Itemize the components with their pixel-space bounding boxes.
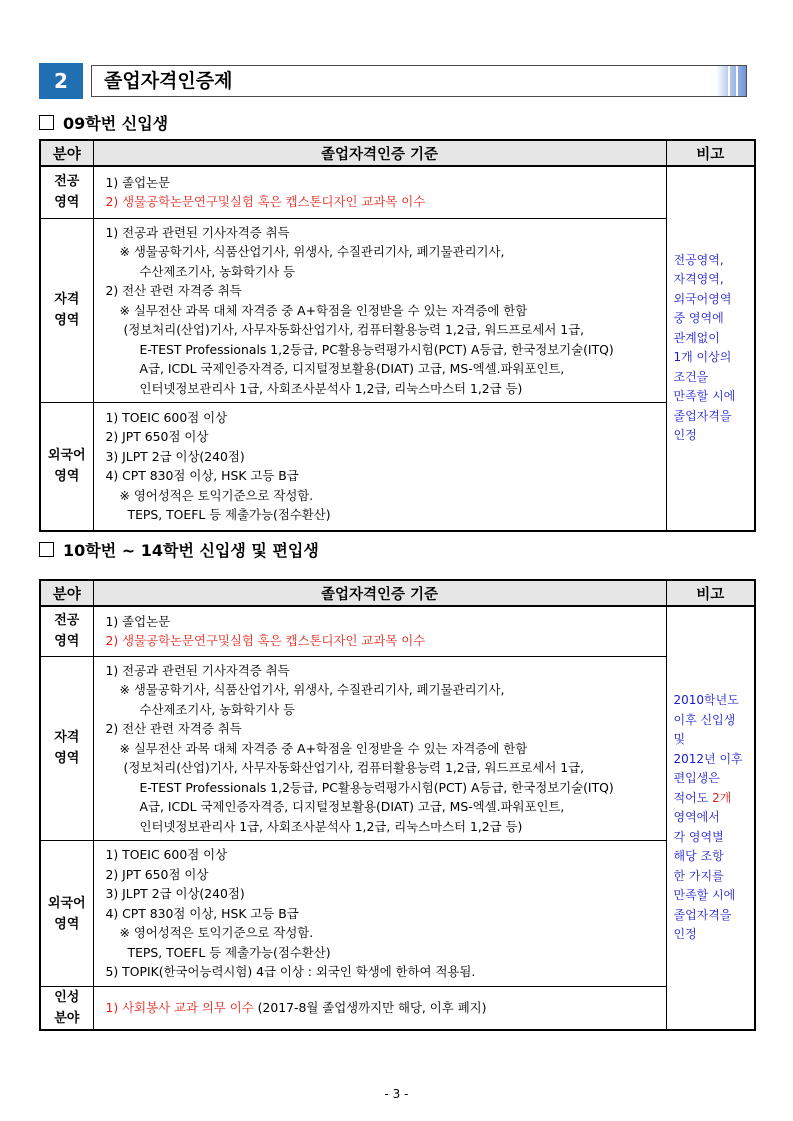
category-label: 영역	[54, 751, 80, 767]
table2-heading	[39, 538, 319, 561]
section-title-decoration	[716, 66, 746, 96]
category-cell	[40, 987, 93, 1031]
criteria-cell	[93, 218, 666, 403]
criteria-text-highlight: 1) 사회봉사 교과 의무 이수	[105, 1000, 254, 1016]
criteria-line: ※ 영어성적은 토익기준으로 작성함.	[119, 925, 314, 941]
category-cell	[40, 403, 93, 531]
note-line: 및	[673, 732, 686, 747]
table2-heading-text: 10학번 ~ 14학번 신입생 및 편입생	[63, 541, 319, 560]
criteria-line: E-TEST Professionals 1,2등급, PC활용능력평가시험(PCT) A등급, 한국정보기술(ITQ)	[139, 341, 614, 357]
category-label: 외국어	[47, 448, 86, 464]
criteria-line: ※ 생물공학기사, 식품산업기사, 위생사, 수질관리기사, 폐기물관리기사,	[119, 682, 505, 697]
category-cell	[40, 218, 93, 403]
criteria-line: 3) JLPT 2급 이상(240점)	[105, 448, 245, 464]
criteria-line: 수산제조기사, 농화학기사 등	[139, 263, 295, 279]
category-label: 외국어	[47, 895, 86, 911]
note-line: 영역에서	[673, 810, 720, 825]
table1-row-lang	[40, 403, 755, 531]
note-text-highlight: 2개	[712, 790, 732, 805]
section-header	[39, 63, 747, 99]
table1-header-row	[40, 140, 755, 166]
table2	[39, 579, 756, 1031]
section-title: 졸업자격인증제	[104, 70, 233, 92]
section-number: 2	[39, 63, 83, 99]
criteria-line: E-TEST Professionals 1,2등급, PC활용능력평가시험(PCT) A등급, 한국정보기술(ITQ)	[139, 779, 614, 795]
note-line: 인정	[673, 927, 697, 942]
category-label: 영역	[54, 916, 80, 932]
criteria-line: 1) TOEIC 600점 이상	[105, 847, 228, 863]
category-cell	[40, 841, 93, 987]
criteria-line: 2) JPT 650점 이상	[105, 866, 209, 882]
criteria-line: ※ 실무전산 과목 대체 자격증 중 A+학점을 인정받을 수 있는 자격증에 한함	[119, 740, 528, 756]
note-line: 각 영역별	[673, 829, 724, 844]
note-line: 외국어영역	[673, 291, 732, 306]
criteria-line: TEPS, TOEFL 등 제출가능(점수환산)	[127, 944, 331, 960]
criteria-line: ※ 생물공학기사, 식품산업기사, 위생사, 수질관리기사, 폐기물관리기사,	[119, 244, 505, 259]
criteria-line: 3) JLPT 2급 이상(240점)	[105, 886, 245, 902]
criteria-cell	[93, 166, 666, 218]
criteria-line: 5) TOPIK(한국어능력시험) 4급 이상 : 외국인 학생에 한하여 적용됨.	[105, 964, 476, 980]
criteria-line: TEPS, TOEFL 등 제출가능(점수환산)	[127, 507, 331, 523]
note-line: 자격영역,	[673, 272, 724, 287]
criteria-cell	[93, 656, 666, 841]
category-label: 전공	[54, 174, 80, 190]
criteria-line-highlight: 2) 생물공학논문연구및실험 혹은 캡스톤디자인 교과목 이수	[105, 633, 426, 649]
category-label: 자격	[54, 292, 80, 308]
criteria-cell	[93, 403, 666, 531]
category-cell	[40, 166, 93, 218]
criteria-cell	[93, 841, 666, 987]
table1	[39, 139, 756, 532]
note-cell	[666, 166, 755, 531]
note-line: 조건을	[673, 369, 709, 384]
criteria-line: 인터넷정보관리사 1급, 사회조사분석사 1,2급, 리눅스마스터 1,2급 등)	[139, 818, 523, 834]
criteria-line: A급, ICDL 국제인증자격증, 디지털정보활용(DIAT) 고급, MS-엑셀.파워포인트,	[139, 361, 565, 376]
criteria-line: 1) 졸업논문	[105, 174, 171, 190]
criteria-cell	[93, 606, 666, 656]
criteria-text: (2017-8월 졸업생까지만 해당, 이후 폐지)	[253, 1000, 487, 1016]
header-note: 비고	[666, 580, 755, 606]
category-label: 영역	[54, 195, 80, 211]
category-label: 분야	[54, 1011, 80, 1026]
note-line: 한 가지를	[673, 868, 724, 883]
criteria-line: (정보처리(산업)기사, 사무자동화산업기사, 컴퓨터활용능력 1,2급, 워드프로세서 1급,	[123, 322, 585, 337]
note-line: 전공영역,	[673, 252, 724, 267]
criteria-line: 4) CPT 830점 이상, HSK 고등 B급	[105, 468, 299, 484]
table1-heading-text: 09학번 신입생	[63, 114, 169, 133]
note-line: 이후 신입생	[673, 712, 736, 727]
note-line: 인정	[673, 428, 697, 443]
criteria-line: ※ 영어성적은 토익기준으로 작성함.	[119, 487, 314, 503]
criteria-cell	[93, 987, 666, 1031]
criteria-line: 1) 전공과 관련된 기사자격증 취득	[105, 224, 290, 240]
note-line: 만족할 시에	[673, 389, 736, 404]
header-field: 분야	[40, 580, 93, 606]
note-line: 2012년 이후	[673, 751, 743, 766]
criteria-line: 인터넷정보관리사 1급, 사회조사분석사 1,2급, 리눅스마스터 1,2급 등)	[139, 380, 523, 396]
table1-row-major	[40, 166, 755, 218]
criteria-line: 2) 전산 관련 자격증 취득	[105, 283, 242, 298]
note-text: 적어도	[673, 790, 713, 805]
table1-row-cert	[40, 218, 755, 403]
category-label: 영역	[54, 634, 80, 650]
checkbox-square-icon	[39, 115, 54, 130]
category-label: 영역	[54, 313, 80, 329]
note-line: 졸업자격을	[673, 907, 732, 922]
note-line: 편입생은	[673, 771, 720, 786]
table1-heading	[39, 111, 168, 134]
note-line: 졸업자격을	[673, 408, 732, 423]
checkbox-square-icon	[39, 542, 54, 557]
header-criteria: 졸업자격인증 기준	[93, 140, 666, 166]
criteria-line: 1) 전공과 관련된 기사자격증 취득	[105, 662, 290, 678]
header-note: 비고	[666, 140, 755, 166]
criteria-line: ※ 실무전산 과목 대체 자격증 중 A+학점을 인정받을 수 있는 자격증에 한함	[119, 302, 528, 318]
note-cell	[666, 606, 755, 1030]
section-title-box	[91, 65, 747, 97]
criteria-line	[106, 998, 660, 1018]
category-label: 인성	[54, 990, 80, 1005]
table2-row-lang	[40, 841, 755, 987]
note-line: 해당 조항	[673, 849, 724, 864]
criteria-line: 수산제조기사, 농화학기사 등	[139, 701, 295, 717]
criteria-line: 2) JPT 650점 이상	[105, 429, 209, 445]
table2-row-major	[40, 606, 755, 656]
note-line: 2010학년도	[673, 693, 739, 708]
criteria-line: A급, ICDL 국제인증자격증, 디지털정보활용(DIAT) 고급, MS-엑셀.파워포인트,	[139, 799, 565, 814]
category-cell	[40, 656, 93, 841]
note-line: 1개 이상의	[673, 350, 732, 365]
table2-row-character	[40, 987, 755, 1031]
criteria-line-highlight: 2) 생물공학논문연구및실험 혹은 캡스톤디자인 교과목 이수	[105, 194, 426, 210]
note-line: 만족할 시에	[673, 888, 736, 903]
table2-header-row	[40, 580, 755, 606]
note-line: 중 영역에	[673, 311, 724, 326]
criteria-line: (정보처리(산업)기사, 사무자동화산업기사, 컴퓨터활용능력 1,2급, 워드프로세서 1급,	[123, 760, 585, 775]
criteria-line: 1) 졸업논문	[105, 613, 171, 629]
criteria-line: 2) 전산 관련 자격증 취득	[105, 721, 242, 736]
note-line: 관계없이	[673, 330, 720, 345]
category-cell	[40, 606, 93, 656]
note-line	[674, 789, 749, 809]
header-field: 분야	[40, 140, 93, 166]
category-label: 영역	[54, 469, 80, 485]
criteria-line: 4) CPT 830점 이상, HSK 고등 B급	[105, 905, 299, 921]
category-label: 전공	[54, 613, 80, 629]
header-criteria: 졸업자격인증 기준	[93, 580, 666, 606]
page-number: - 3 -	[384, 1087, 409, 1101]
category-label: 자격	[54, 730, 80, 746]
table2-row-cert	[40, 656, 755, 841]
criteria-line: 1) TOEIC 600점 이상	[105, 409, 228, 425]
